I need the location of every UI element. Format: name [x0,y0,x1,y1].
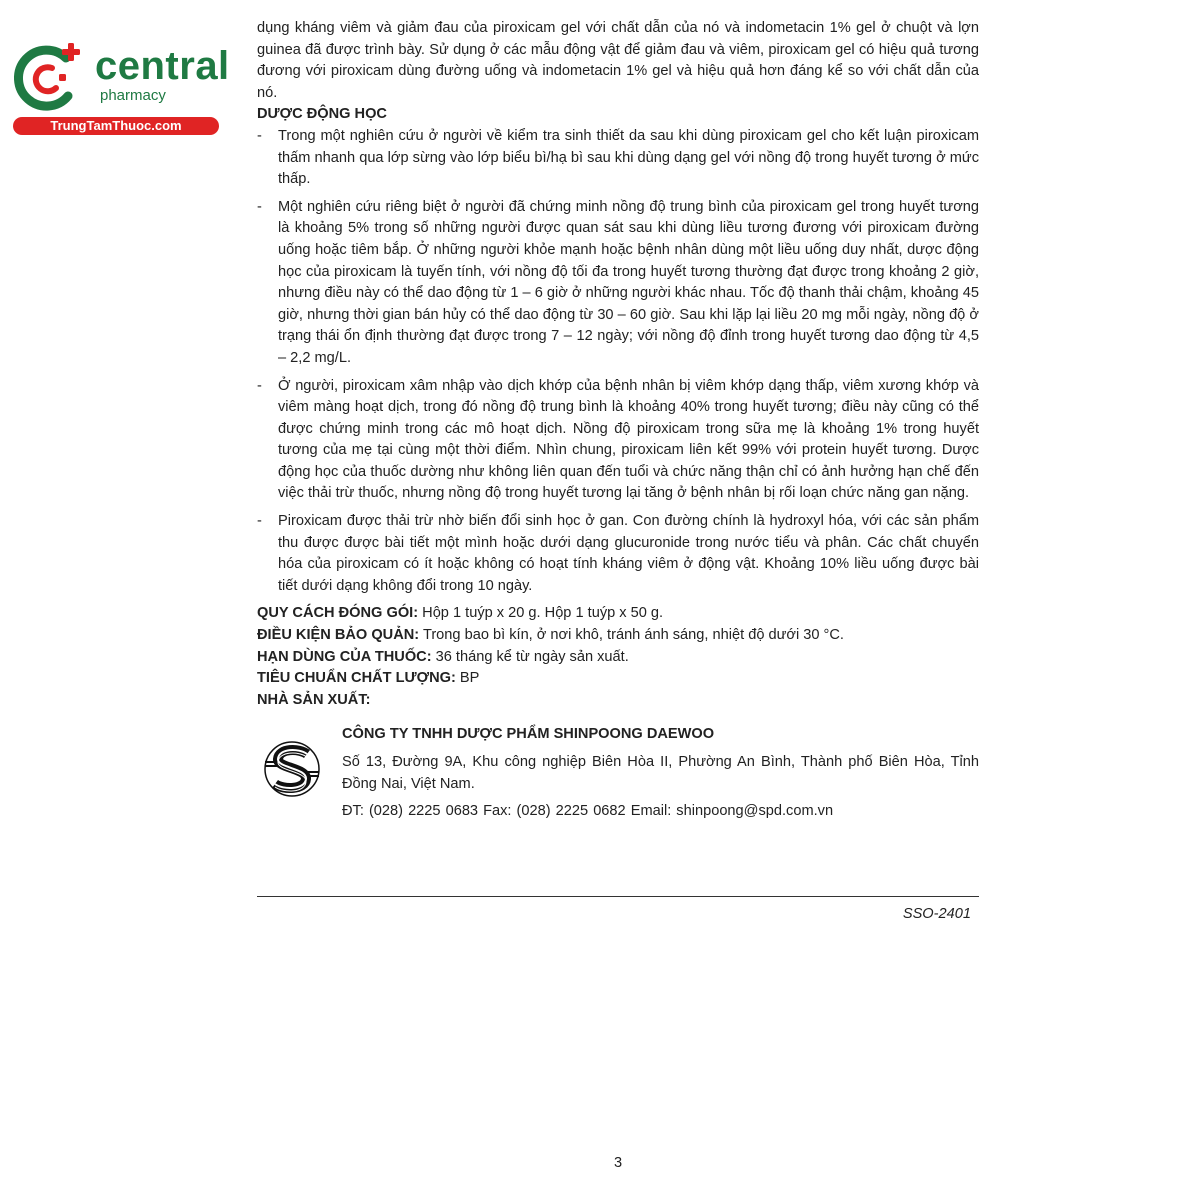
intro-paragraph: dụng kháng viêm và giảm đau của piroxicam gel với chất dẫn của nó và indometacin 1% gel ở chuột và lợn guinea đã được trình bày. Sử dụng ở các mẫu động vật để giảm đau và viêm, piroxicam gel có hiệu quả tương đương với piroxicam dùng đường uống và indometacin 1% gel và hiệu quả hơn đáng kể so với chất dẫn của nó. [257,20,979,101]
manufacturer-company: CÔNG TY TNHH DƯỢC PHẨM SHINPOONG DAEWOO [342,726,715,743]
central-pharmacy-logo-icon [10,38,92,118]
brand-logo[interactable] [10,36,230,136]
section-title-pharmacokinetics: DƯỢC ĐỘNG HỌC [257,106,387,123]
list-item: - Piroxicam được thải trừ nhờ biến đổi sinh học ở gan. Con đường chính là hydroxyl hóa, với các sản phẩm thu được được bài tiết một mình hoặc dưới dạng glucuronide trong nước tiểu và phân. Các chất chuyển hóa của piroxicam có ít hoặc không có hoạt tính kháng viêm ở động vật. Khoảng 10% liều uống được bài tiết dưới dạng không đổi trong 10 ngày. [257,511,979,597]
standard-label: TIÊU CHUẨN CHẤT LƯỢNG: [257,670,456,687]
shinpoong-logo-icon [263,740,321,798]
page-number: 3 [613,1155,623,1171]
manufacturer-details [342,724,979,822]
packaging-row [257,603,979,625]
storage-value: Trong bao bì kín, ở nơi khô, tránh ánh sáng, nhiệt độ dưới 30 °C. [419,627,844,644]
list-item: - Ở người, piroxicam xâm nhập vào dịch khớp của bệnh nhân bị viêm khớp dạng thấp, viêm xương khớp và viêm màng hoạt dịch, trong đó nồng độ trung bình là khoảng 40% trong huyết tương; điều này cũng có thể được chứng minh trong các mô hoạt dịch. Nồng độ piroxicam trong sữa mẹ là khoảng 1% trong huyết tương của mẹ tại cùng một thời điểm. Nhìn chung, piroxicam liên kết 99% với protein huyết tương. Dược động học của thuốc dường như không liên quan đến tuổi và chức năng thận chỉ có ảnh hưởng hạn chế đến việc thải trừ thuốc, nhưng nồng độ trong huyết tương lại tăng ở bệnh nhân bị rối loạn chức năng gan nặng. [257,376,979,506]
storage-label: ĐIỀU KIỆN BẢO QUẢN: [257,627,420,644]
list-item: - Một nghiên cứu riêng biệt ở người đã chứng minh nồng độ trung bình của piroxicam gel trong huyết tương là khoảng 5% trong số những người được quan sát sau khi dùng liều tương đương với piroxicam đường uống hoặc tiêm bắp. Ở những người khỏe mạnh hoặc bệnh nhân dùng một liều uống duy nhất, dược động học của piroxicam là tuyến tính, với nồng độ tối đa trong huyết tương thường đạt được trong khoảng 2 giờ, nhưng điều này có thể dao động từ 1 – 6 giờ ở những người khác nhau. Tốc độ thanh thải chậm, khoảng 45 giờ, nhưng thời gian bán hủy có thể dao động từ 30 – 60 giờ. Sau khi lặp lại liều 20 mg mỗi ngày, nồng độ ở trạng thái ổn định thường đạt được trong 7 – 12 ngày; với nồng độ đỉnh trong huyết tương dao động từ 4,5 – 2,2 mg/L. [257,197,979,370]
document-code: SSO-2401 [902,906,971,922]
packaging-label: QUY CÁCH ĐÓNG GÓI: [257,605,419,622]
footer-divider [257,896,979,897]
manufacturer-row [257,690,979,712]
standard-row [257,668,979,690]
brand-url-link[interactable]: TrungTamThuoc.com [13,117,219,135]
manufacturer-label: NHÀ SẢN XUẤT: [257,691,371,708]
shelf-life-value: 36 tháng kể từ ngày sản xuất. [431,648,629,665]
document-body [257,18,979,834]
pharmacokinetics-list [257,126,979,597]
brand-subtitle: pharmacy [100,87,166,104]
manufacturer-address: Số 13, Đường 9A, Khu công nghiệp Biên Hòa II, Phường An Bình, Thành phố Biên Hòa, Tỉnh Đồng Nai, Việt Nam. [342,754,979,792]
manufacturer-block [257,724,979,834]
storage-row [257,625,979,647]
standard-value: BP [455,670,480,687]
packaging-value: Hộp 1 tuýp x 20 g. Hộp 1 tuýp x 50 g. [418,605,664,622]
list-item: - Trong một nghiên cứu ở người về kiểm tra sinh thiết da sau khi dùng piroxicam gel cho kết luận piroxicam thấm nhanh qua lớp sừng vào lớp biểu bì/hạ bì sau khi dùng dạng gel với nồng độ trong huyết tương ở mức thấp. [257,126,979,191]
manufacturer-contact: ĐT: (028) 2225 0683 Fax: (028) 2225 0682 Email: shinpoong@spd.com.vn [342,803,834,820]
brand-name: central [95,44,230,88]
shelf-life-label: HẠN DÙNG CỦA THUỐC: [257,648,432,665]
shelf-life-row [257,647,979,669]
